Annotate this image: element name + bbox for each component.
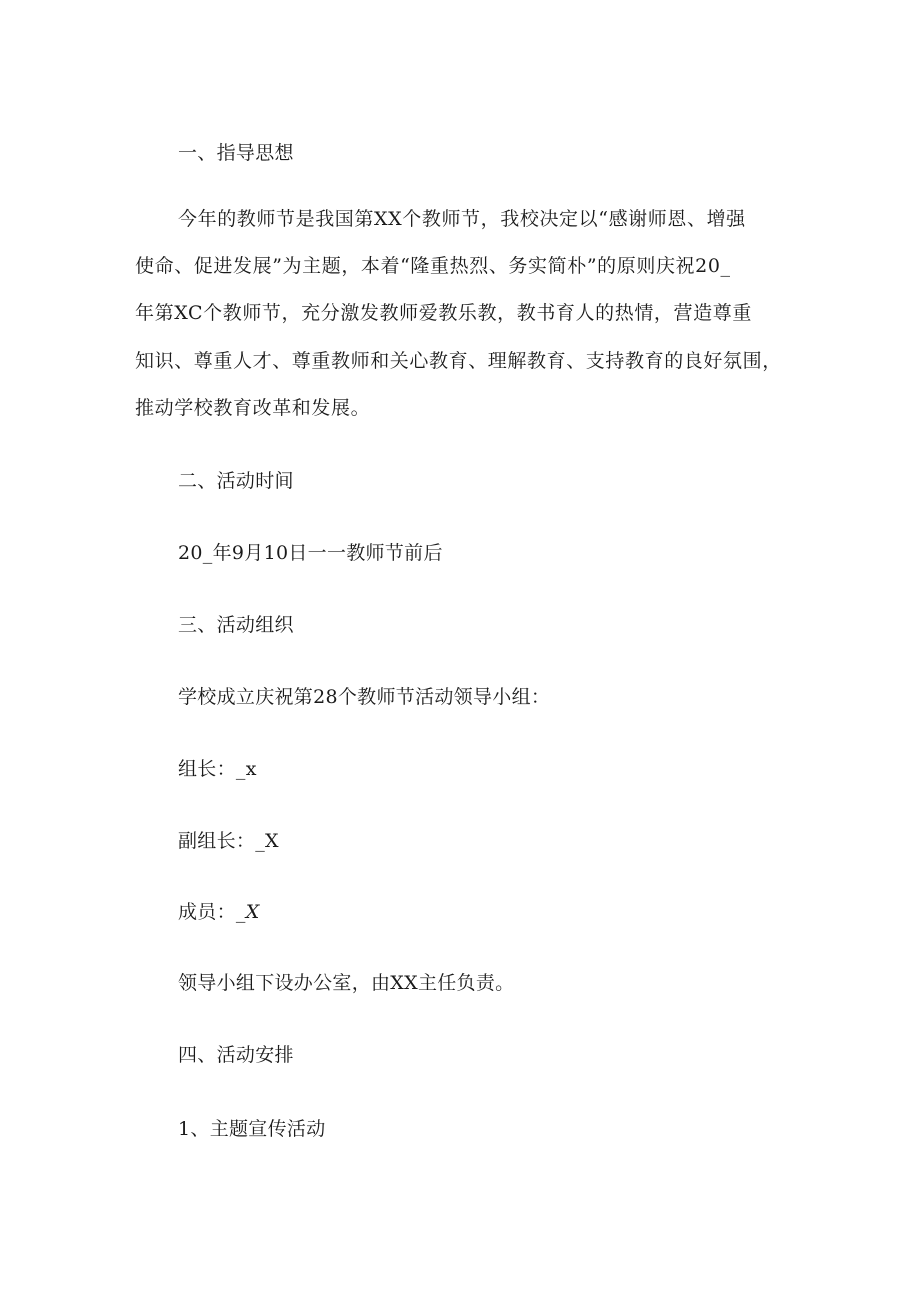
deputy-leader: 副组长：_X: [178, 830, 279, 852]
section-heading-activity-time: 二、活动时间: [178, 470, 294, 492]
paragraph-line: 使命、促进发展”为主题，本着“隆重热烈、务实简朴”的原则庆祝20_: [135, 255, 731, 277]
subsection-theme-promotion: 1、主题宣传活动: [178, 1118, 326, 1140]
organization-intro: 学校成立庆祝第28个教师节活动领导小组：: [178, 686, 551, 708]
section-heading-organization: 三、活动组织: [178, 614, 294, 636]
paragraph-line: 年第XC个教师节，充分激发教师爱教乐教，教书育人的热情，营造尊重: [135, 302, 752, 324]
section-heading-guiding-thought: 一、指导思想: [178, 142, 294, 164]
section-heading-activity-arrangement: 四、活动安排: [178, 1044, 294, 1066]
group-leader: 组长：_x: [178, 758, 257, 780]
members-label: 成员：_: [178, 901, 246, 923]
paragraph-line: 今年的教师节是我国第XX个教师节，我校决定以“感谢师恩、增强: [178, 208, 746, 230]
activity-time-text: 20_年9月10日一一教师节前后: [178, 542, 443, 564]
paragraph-line: 知识、尊重人才、尊重教师和关心教育、理解教育、支持教育的良好氛围，: [135, 350, 782, 372]
paragraph-line: 推动学校教育改革和发展。: [135, 397, 371, 419]
members-line: [178, 900, 260, 924]
members-value: X: [245, 901, 260, 923]
office-note: 领导小组下设办公室，由XX主任负责。: [178, 972, 515, 994]
